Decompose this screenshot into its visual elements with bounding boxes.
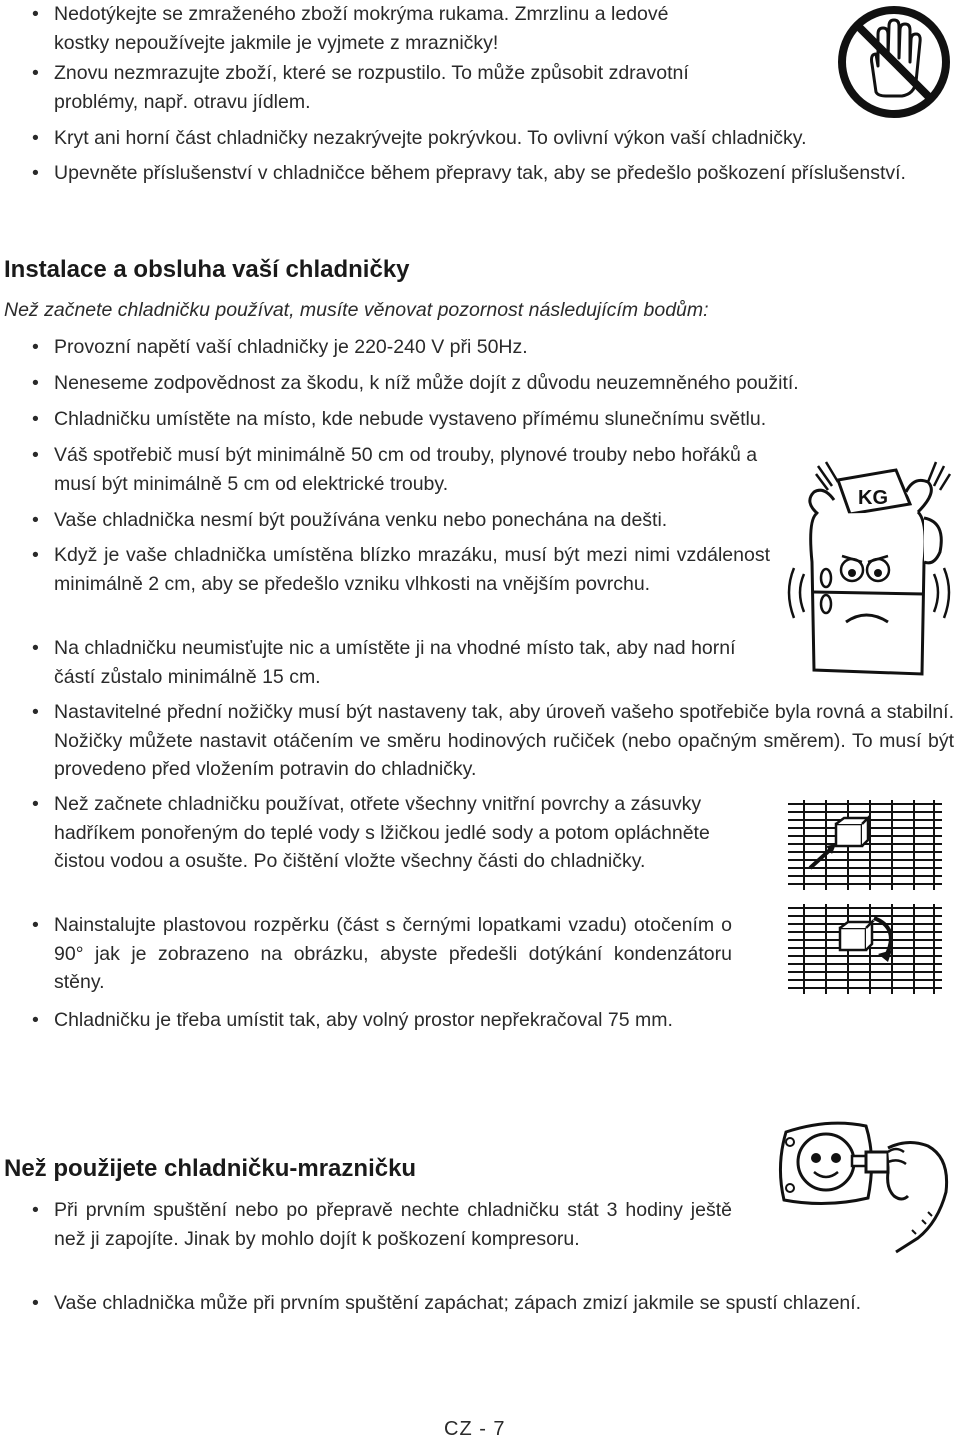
page-number: CZ - 7: [444, 1418, 506, 1440]
bullet: •: [32, 637, 39, 659]
list-item-text: Kryt ani horní část chladničky nezakrývejte pokrývkou. To ovlivní výkon vaší chladničky.: [54, 127, 807, 149]
bullet: •: [32, 544, 39, 566]
list-item-text: Vaše chladnička nesmí být používána venku nebo ponechána na dešti.: [54, 509, 668, 531]
bullet: •: [32, 408, 39, 430]
list-item-text: Když je vaše chladnička umístěna blízko mrazáku, musí být mezi nimi vzdálenost minimálně 2 cm, aby se předešlo vzniku vlhkosti na vnějším povrchu.: [54, 544, 770, 595]
bullet: •: [32, 3, 39, 25]
bullet: •: [32, 62, 39, 84]
bullet: •: [32, 1199, 39, 1221]
list-item: [32, 506, 792, 535]
bullet: •: [32, 127, 39, 149]
list-item: [32, 441, 776, 498]
list-item-text: Chladničku je třeba umístit tak, aby volný prostor nepřekračoval 75 mm.: [54, 1009, 673, 1031]
bullet: •: [32, 914, 39, 936]
bullet: •: [32, 1009, 39, 1031]
list-item-text: Váš spotřebič musí být minimálně 50 cm od trouby, plynové trouby nebo hořáků a musí být minimálně 5 cm od elektrické trouby.: [54, 444, 758, 495]
list-item-text: Nedotýkejte se zmraženého zboží mokrýma rukama. Zmrzlinu a ledové kostky nepoužívejte jakmile je vyjmete z mrazničky!: [54, 3, 669, 54]
list-item-text: Znovu nezmrazujte zboží, které se rozpustilo. To může způsobit zdravotní problémy, např. otravu jídlem.: [54, 62, 689, 113]
bullet: •: [32, 793, 39, 815]
no-touch-hand-icon: [836, 4, 952, 120]
list-item-text: Provozní napětí vaší chladničky je 220-240 V při 50Hz.: [54, 336, 528, 358]
list-item-text: Vaše chladnička může při prvním spuštění zapáchat; zápach zmizí jakmile se spustí chlazení.: [54, 1292, 862, 1314]
list-item-text: Chladničku umístěte na místo, kde nebude vystaveno přímému slunečnímu světlu.: [54, 408, 767, 430]
list-item: [32, 0, 792, 57]
list-item: [32, 124, 960, 153]
list-item-text: Než začnete chladničku používat, otřete všechny vnitřní povrchy a zásuvky hadříkem ponořeným do teplé vody s lžičkou jedlé sody a potom opláchněte čistou vodou a osušte. Po čištění vložte všechny části do chladničky.: [54, 793, 710, 872]
list-item: [32, 790, 746, 876]
list-item: [32, 634, 772, 691]
list-item: [32, 1289, 954, 1318]
bullet: •: [32, 701, 39, 723]
list-item-text: Nastavitelné přední nožičky musí být nastaveny tak, aby úroveň vašeho spotřebiče byla rovná a stabilní. Nožičky můžete nastavit otáčením ve směru hodinových ručiček (nebo opačným směrem). To musí být provedeno před vložením potravin do chladničky.: [54, 701, 954, 780]
list-item: [32, 1196, 732, 1253]
list-item-text: Upevněte příslušenství v chladničce během přepravy tak, aby se předešlo poškození příslušenství.: [54, 162, 906, 184]
list-item: [32, 333, 952, 362]
list-item: [32, 698, 954, 784]
bullet: •: [32, 444, 39, 466]
list-item-text: Při prvním spuštění nebo po přepravě nechte chladničku stát 3 hodiny ještě než ji zapojíte. Jinak by mohlo dojít k poškození kompresoru.: [54, 1199, 732, 1250]
heavy-load-fridge-illustration: [778, 452, 960, 684]
bullet: •: [32, 162, 39, 184]
section-heading: Než použijete chladničku-mrazničku: [4, 1155, 417, 1182]
bullet: •: [32, 336, 39, 358]
bullet: •: [32, 1292, 39, 1314]
list-item: [32, 369, 958, 398]
list-item-text: Na chladničku neumisťujte nic a umístěte ji na vhodné místo tak, aby nad horní částí zůstalo minimálně 15 cm.: [54, 637, 736, 688]
list-item: [32, 405, 952, 434]
list-item: [32, 159, 954, 188]
list-item: [32, 1006, 922, 1035]
list-item: [32, 59, 792, 116]
list-item: [32, 541, 770, 598]
section-intro: Než začnete chladničku používat, musíte věnovat pozornost následujícím bodům:: [4, 299, 709, 321]
bullet: •: [32, 372, 39, 394]
list-item-text: Neneseme zodpovědnost za škodu, k níž může dojít z důvodu neuzemněného použití.: [54, 372, 799, 394]
bullet: •: [32, 509, 39, 531]
condenser-spacer-illustration: [774, 794, 954, 1004]
list-item-text: Nainstalujte plastovou rozpěrku (část s černými lopatkami vzadu) otočením o 90° jak je zobrazeno na obrázku, abyste předešli dotýkání kondenzátoru stěny.: [54, 914, 732, 993]
hand-plugging-socket-illustration: [768, 1112, 956, 1262]
section-heading: Instalace a obsluha vaší chladničky: [4, 256, 410, 283]
weight-label: KG: [858, 487, 888, 509]
list-item: [32, 911, 732, 997]
